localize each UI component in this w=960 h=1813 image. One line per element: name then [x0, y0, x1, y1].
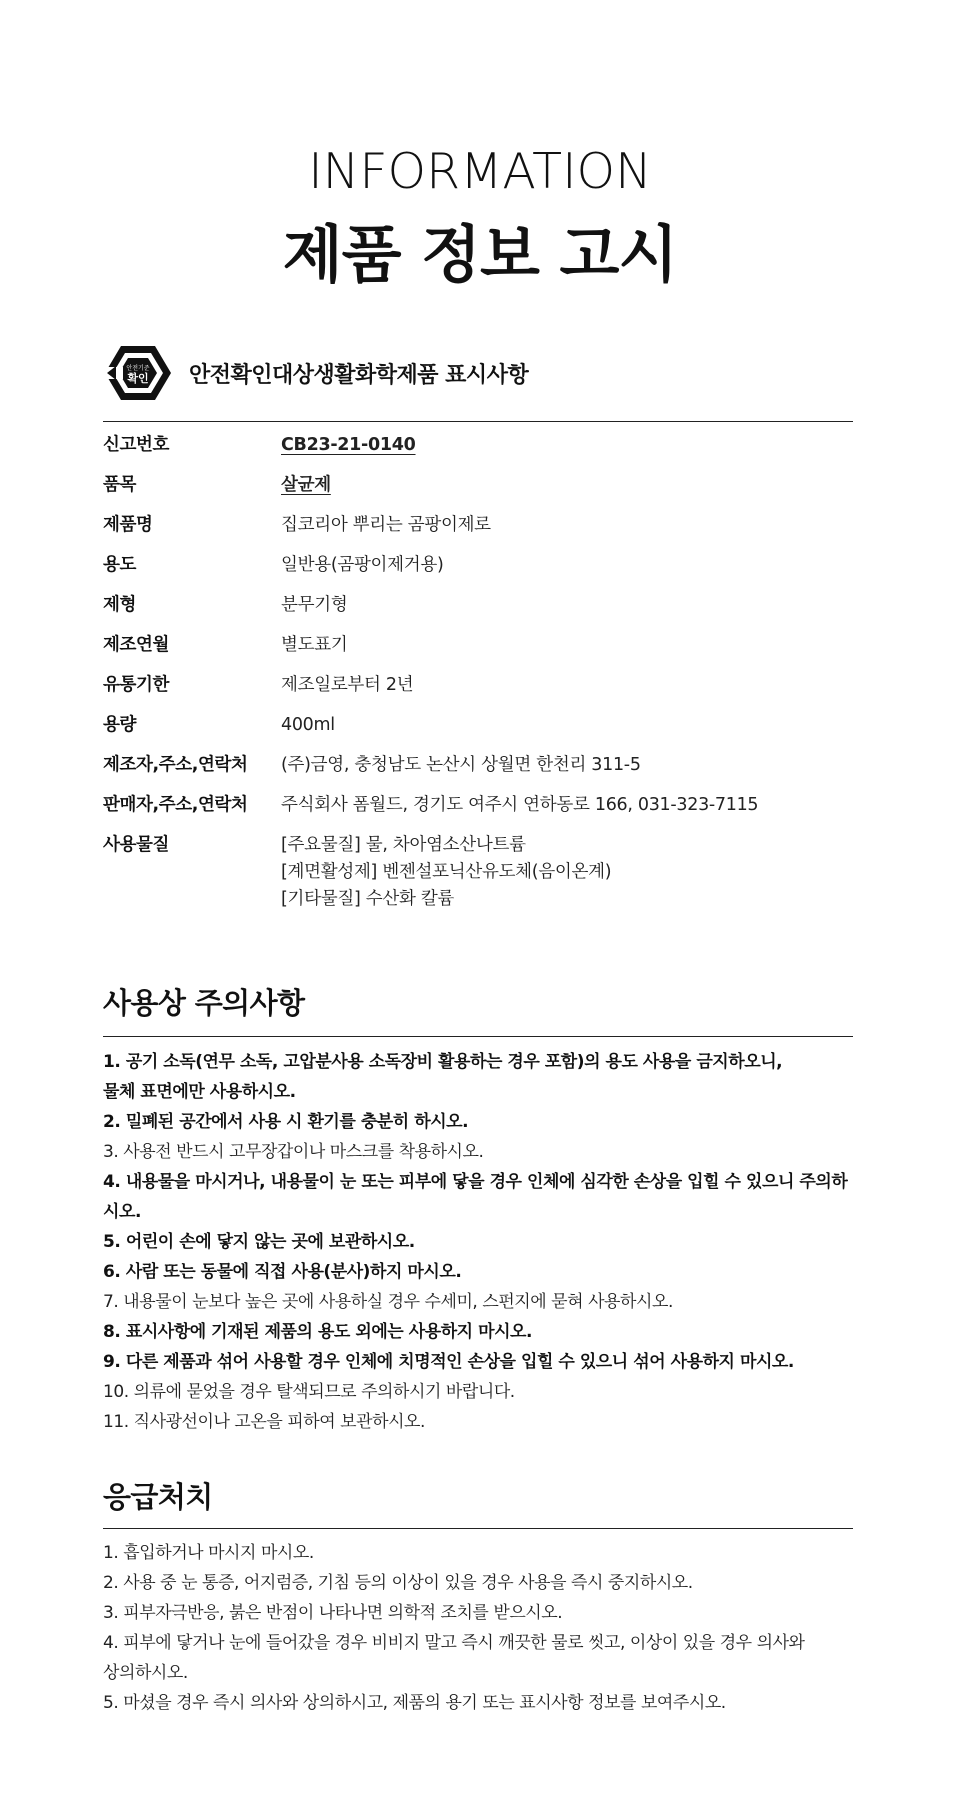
- info-label: 제품명: [103, 515, 153, 535]
- list-item: 6. 사람 또는 동물에 직접 사용(분사)하지 마시오.: [103, 1262, 462, 1282]
- info-label: 사용물질: [103, 835, 170, 855]
- list-item: 3. 사용전 반드시 고무장갑이나 마스크를 착용하시오.: [103, 1142, 484, 1162]
- info-value: CB23-21-0140: [281, 435, 416, 455]
- info-value: (주)금영, 충청남도 논산시 상월면 한천리 311-5: [281, 755, 641, 775]
- info-row-manufacture-date: [103, 632, 853, 659]
- list-item: 7. 내용물이 눈보다 높은 곳에 사용하실 경우 수세미, 스펀지에 묻혀 사용하시오.: [103, 1292, 673, 1312]
- info-row-category: [103, 472, 853, 499]
- product-info-table: [103, 432, 853, 926]
- list-item: 9. 다른 제품과 섞어 사용할 경우 인체에 치명적인 손상을 입힐 수 있으니 섞어 사용하지 마시오.: [103, 1352, 794, 1372]
- title-korean: 제품 정보 고시: [282, 218, 678, 291]
- list-item: 1. 흡입하거나 마시지 마시오.: [103, 1543, 314, 1563]
- safety-confirmed-badge-icon: [103, 344, 173, 402]
- info-value: 제조일로부터 2년: [281, 675, 414, 695]
- title-english: INFORMATION: [308, 143, 652, 200]
- list-item: 2. 밀폐된 공간에서 사용 시 환기를 충분히 하시오.: [103, 1112, 469, 1132]
- info-label: 제조자,주소,연락처: [103, 755, 248, 775]
- info-value: 주식회사 폼월드, 경기도 여주시 연하동로 166, 031-323-7115: [281, 795, 759, 815]
- info-label: 제형: [103, 595, 137, 615]
- material-line: [계면활성제] 벤젠설포닉산유도체(음이온계): [281, 862, 612, 882]
- list-item: 11. 직사광선이나 고온을 피하여 보관하시오.: [103, 1412, 425, 1432]
- info-row-materials: [103, 832, 853, 913]
- info-value: 집코리아 뿌리는 곰팡이제로: [281, 515, 491, 535]
- first-aid-title: 응급처치: [103, 1480, 213, 1514]
- info-value: 일반용(곰팡이제거용): [281, 555, 444, 575]
- list-item: 2. 사용 중 눈 통증, 어지럼증, 기침 등의 이상이 있을 경우 사용을 즉시 중지하시오.: [103, 1573, 693, 1593]
- certification-title: 안전확인대상생활화학제품 표시사항: [189, 362, 529, 388]
- list-item: 10. 의류에 묻었을 경우 탈색되므로 주의하시기 바랍니다.: [103, 1382, 515, 1402]
- info-row-seller: [103, 792, 853, 819]
- info-row-usage: [103, 552, 853, 579]
- precautions-title: 사용상 주의사항: [103, 986, 305, 1020]
- info-label: 제조연월: [103, 635, 170, 655]
- info-value: 400ml: [281, 715, 335, 735]
- material-line: [주요물질] 물, 차아염소산나트륨: [281, 835, 526, 855]
- info-label: 판매자,주소,연락처: [103, 795, 248, 815]
- certification-header: [103, 344, 528, 402]
- info-label: 용량: [103, 715, 137, 735]
- list-item: 8. 표시사항에 기재된 제품의 용도 외에는 사용하지 마시오.: [103, 1322, 533, 1342]
- info-label: 유통기한: [103, 675, 170, 695]
- info-row-volume: [103, 712, 853, 739]
- first-aid-list: [103, 1538, 863, 1718]
- info-value: 별도표기: [281, 635, 348, 655]
- list-item: 4. 내용물을 마시거나, 내용물이 눈 또는 피부에 닿을 경우 인체에 심각한 손상을 입힐 수 있으니 주의하시오.: [103, 1172, 848, 1222]
- list-item: 4. 피부에 닿거나 눈에 들어갔을 경우 비비지 말고 즉시 깨끗한 물로 씻고, 이상이 있을 경우 의사와 상의하시오.: [103, 1633, 805, 1683]
- info-row-expiry: [103, 672, 853, 699]
- list-item: 3. 피부자극반응, 붉은 반점이 나타나면 의학적 조치를 받으시오.: [103, 1603, 563, 1623]
- list-item: 1. 공기 소독(연무 소독, 고압분사용 소독장비 활용하는 경우 포함)의 용도 사용을 금지하오니, 물체 표면에만 사용하시오.: [103, 1052, 783, 1102]
- badge-small-text: 안전기준: [126, 365, 150, 372]
- info-row-manufacturer: [103, 752, 853, 779]
- divider: [103, 1036, 853, 1037]
- info-row-report-number: [103, 432, 853, 459]
- info-label: 용도: [103, 555, 137, 575]
- info-row-formulation: [103, 592, 853, 619]
- divider: [103, 421, 853, 422]
- info-row-product-name: [103, 512, 853, 539]
- badge-main-text: 확인: [127, 372, 149, 385]
- info-label: 품목: [103, 475, 137, 495]
- materials-list: [281, 832, 853, 913]
- info-label: 신고번호: [103, 435, 170, 455]
- precautions-list: [103, 1047, 863, 1437]
- list-item: 5. 어린이 손에 닿지 않는 곳에 보관하시오.: [103, 1232, 415, 1252]
- divider: [103, 1528, 853, 1529]
- info-value: 분무기형: [281, 595, 348, 615]
- list-item: 5. 마셨을 경우 즉시 의사와 상의하시고, 제품의 용기 또는 표시사항 정보를 보여주시오.: [103, 1693, 726, 1713]
- info-value: 살균제: [281, 475, 331, 495]
- material-line: [기타물질] 수산화 칼륨: [281, 889, 455, 909]
